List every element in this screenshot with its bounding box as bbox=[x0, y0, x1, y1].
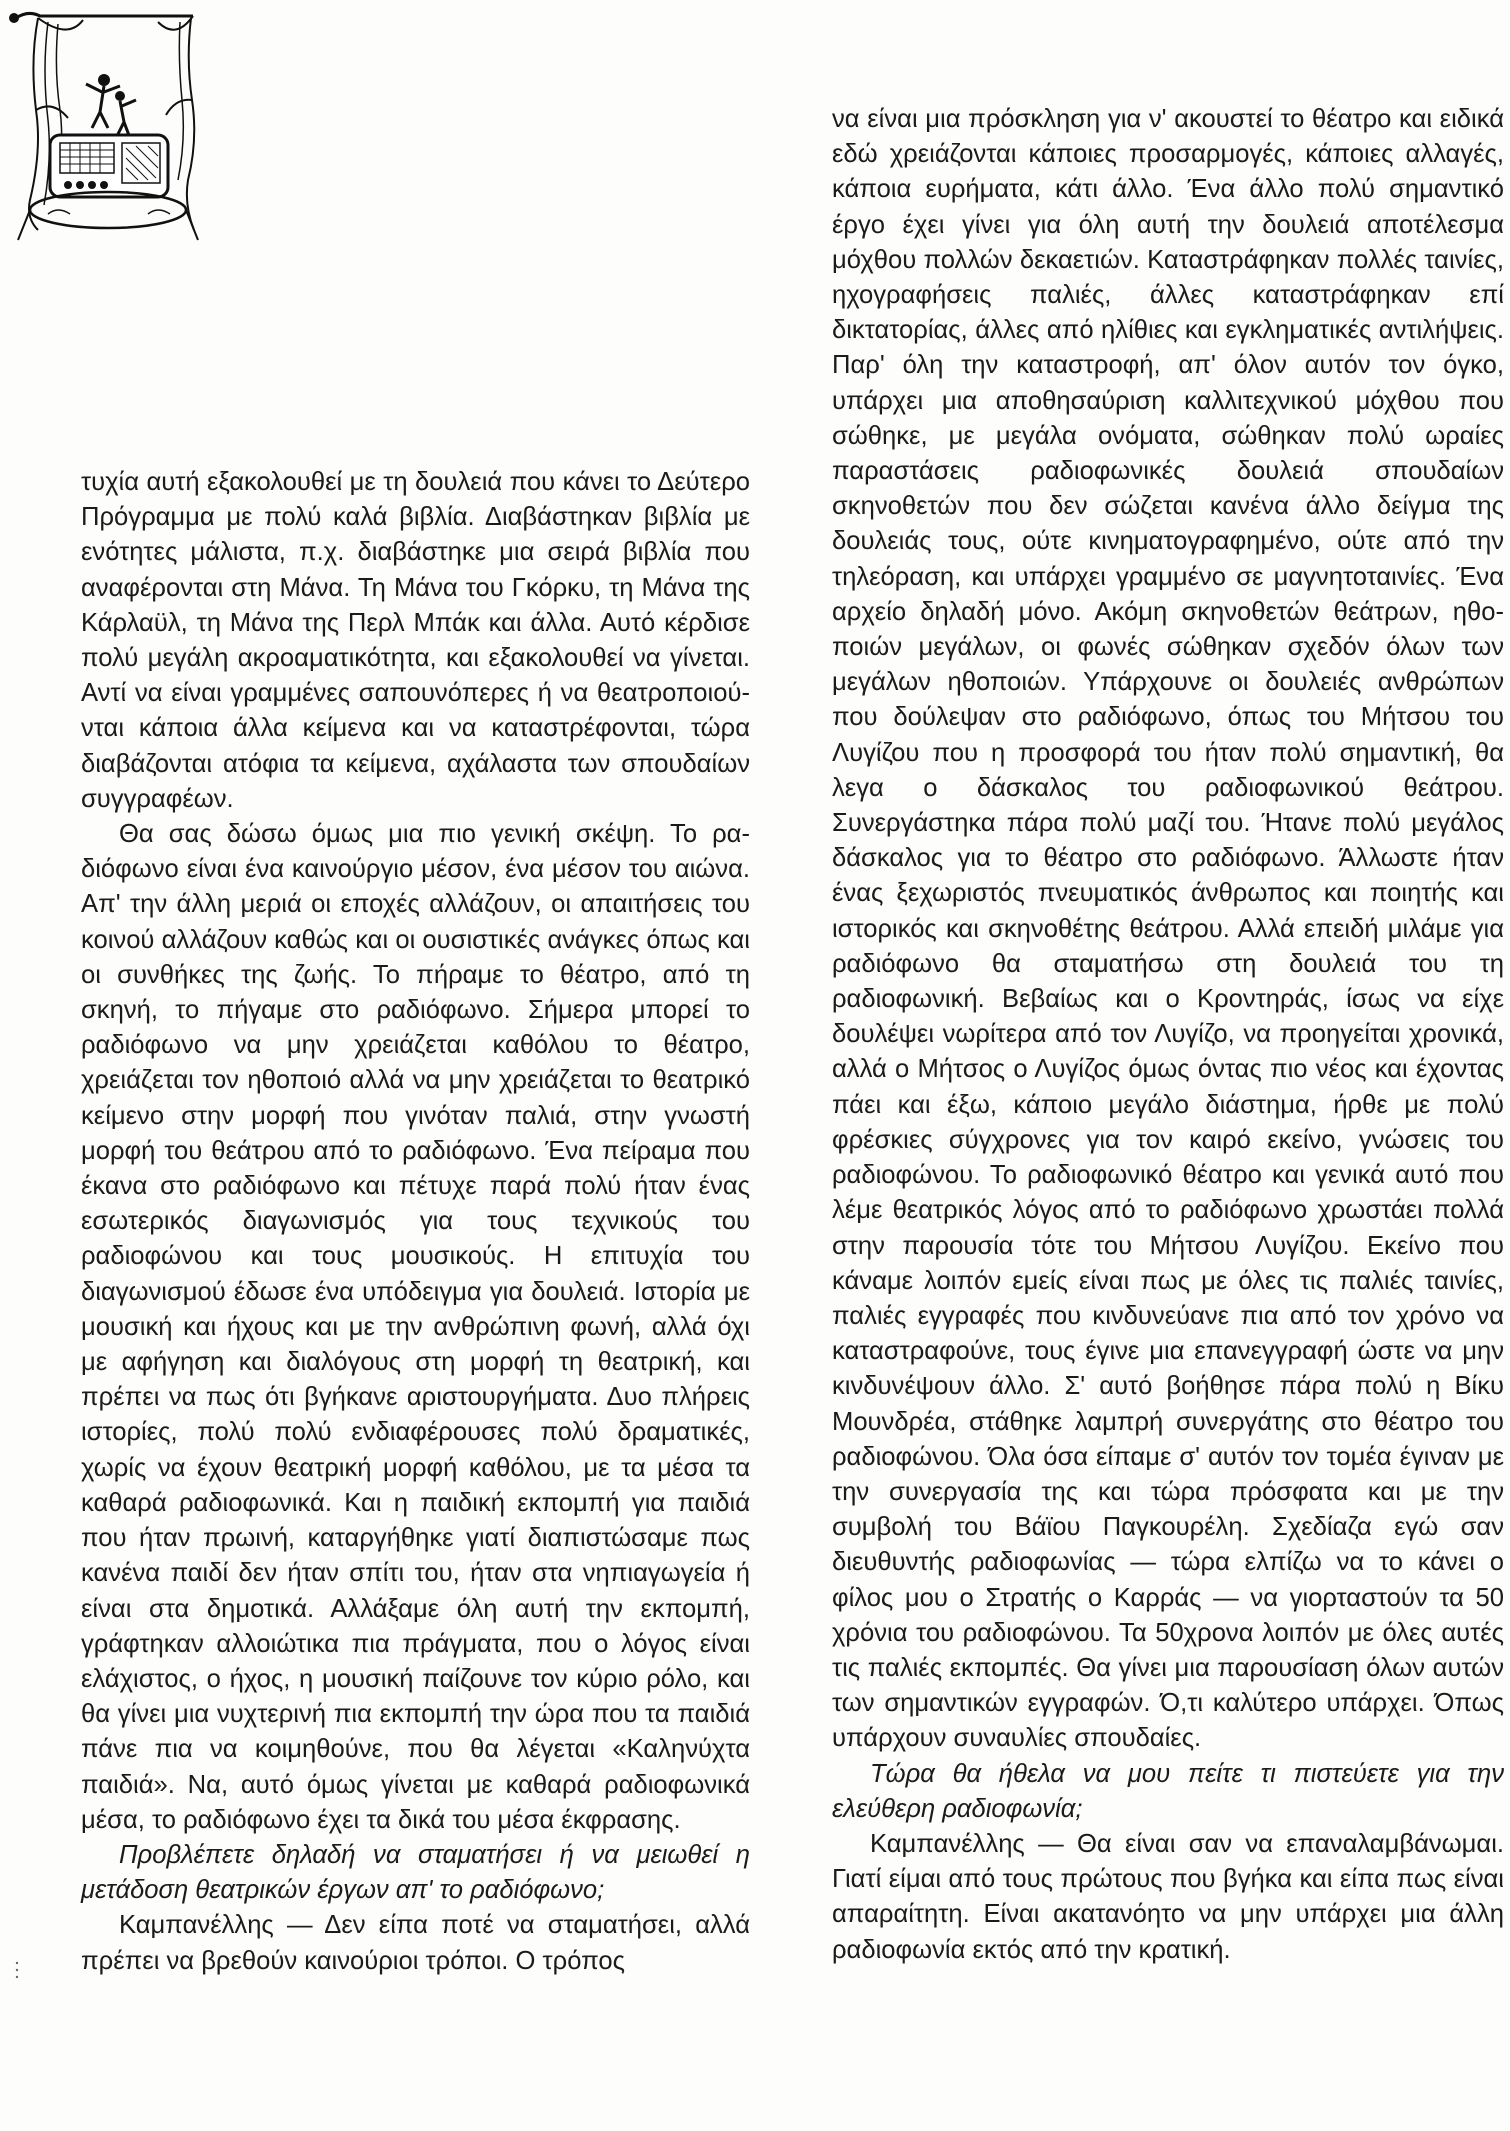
paragraph-continued: τυχία αυτή εξακολουθεί με τη δουλειά που κάνει το Δεύτερο Πρόγραμμα με πολύ καλά βιβλία. Διαβάστηκαν βιβλία με ενότητες μάλιστα, π.χ. διαβάστηκε μια σειρά βιβλία που αναφέρονται στη Μάνα. Τη Μάνα του Γκόρκυ, τη Μάνα της Κάρλαϋλ, τη Μάνα της Περλ Μπάκ και άλλα. Αυτό κέρδισε πολύ μεγάλη ακροαματικότητα, και εξακολουθεί να γίνεται. Αντί να είναι γραμμένες σαπουνόπερες ή να θεατροποιούνται κάποια άλλα κείμενα και να καταστρέφονται, τώρα διαβάζονται ατόφια τα κείμενα, αχάλαστα των σπουδαίων συγγραφέων. bbox=[81, 468, 750, 813]
right-column bbox=[832, 102, 1504, 1968]
radio-theatre-illustration bbox=[8, 0, 203, 245]
interview-question: Τώρα θα ήθελα να μου πείτε τι πιστεύετε για την ελεύθερη ραδιοφωνία; bbox=[832, 1759, 1504, 1823]
paragraph: Καμπανέλλης — Δεν είπα ποτέ να σταματήσει, αλλά πρέπει να βρεθούν καινούριοι τρόποι. Ο τρόπος bbox=[81, 1911, 750, 1975]
paragraph: Θα σας δώσω όμως μια πιο γενική σκέψη. Το ραδιόφωνο είναι ένα καινούργιο μέσον, ένα μέσον του αιώνα. Απ' την άλλη μεριά οι εποχές αλλάζουν, οι απαιτήσεις του κοινού αλλάζουν καθώς και οι ουσιστικές ανάγκες όπως και οι συνθήκες της ζωής. Το πήραμε το θέατρο, από τη σκηνή, το πήγαμε στο ραδιόφωνο. Σήμερα μπορεί το ραδιόφωνο να μην χρειάζεται καθόλου το θέατρο, χρειάζεται τον ηθοποιό αλλά να μην χρειάζεται το θεατρικό κείμενο στην μορφή που γινόταν παλιά, στην γνωστή μορφή του θεάτρου από το ραδιόφωνο. Ένα πείραμα που έκανα στο ραδιόφωνο και πέτυχε παρά πολύ ήταν ένας εσωτερικός διαγωνισμός για τους τεχνικούς του ραδιοφώνου και τους μουσικούς. Η επιτυχία του διαγωνισμού έδωσε ένα υπόδειγμα για δουλειά. Ιστορία με μουσική και ήχους και με την ανθρώπινη φωνή, αλλά όχι με αφήγηση και διαλόγους στη μορφή τη θεατρική, και πρέπει να πως ότι βγήκανε αριστουργήματα. Δυο πλήρεις ιστορίες, πολύ πολύ ενδιαφέρουσες πολύ δραματικές, χωρίς να έχουν θεατρική μορφή καθόλου, με τα μέσα τα καθαρά ραδιοφωνικά. Και η παιδική εκπομπή για παιδιά που ήταν πρωινή, καταργήθηκε γιατί διαπιστώσαμε πως κανένα παιδί δεν ήταν σπίτι του, ήταν στα νηπιαγωγεία ή είναι στα δημοτικά. Αλλάξαμε όλη αυτή την εκπομπή, γράφτηκαν αλλοιώτικα πια πράγματα, που ο λόγος είναι ελάχιστος, ο ήχος, η μουσική παίζουνε τον κύριο ρόλο, και θα γίνει μια νυχτερινή πια εκπομπή την ώρα που τα παιδιά πάνε πια να κοιμηθούνε, που θα λέγεται «Καληνύχτα παιδιά». Να, αυτό όμως γίνεται με καθαρά ραδιοφωνικά μέσα, το ραδιόφωνο έχει τα δικά του μέσα έκφρασης. bbox=[81, 820, 750, 1834]
paragraph-continued: να είναι μια πρόσκληση για ν' ακουστεί το θέατρο και ειδικά εδώ χρειάζονται κάποιες προσαρμογές, κάποιες αλλαγές, κάποια ευρήματα, κάτι άλλο. Ένα άλλο πολύ σημαντικό έργο έχει γίνει για όλη αυτή την δουλειά αποτέλεσμα μόχθου πολλών δεκαετιών. Καταστράφηκαν πολλές ταινίες, ηχογραφήσεις παλιές, άλλες καταστράφηκαν επί δικτατορίας, άλλες από ηλίθιες και εγκληματικές αντιλήψεις. Παρ' όλη την καταστροφή, απ' όλον αυτόν τον όγκο, υπάρχει μια αποθησαύριση καλλιτεχνικού μόχθου που σώθηκε, με μεγάλα ονόματα, σώθηκαν πολύ ωραίες παραστάσεις ραδιοφωνικές δουλειά σπουδαίων σκηνοθετών που δεν σώζεται κανένα άλλο δείγμα της δουλειάς τους, ούτε κινηματογραφημένο, ούτε από την τηλεόραση, και υπάρχει γραμμένο σε μαγνητοταινίες. Ένα αρχείο δηλαδή μόνο. Ακόμη σκηνοθετών θεάτρων, ηθοποιών μεγάλων, οι φωνές σώθηκαν σχεδόν όλων των μεγάλων ηθοποιών. Υπάρχουνε οι δουλειές ανθρώπων που δούλεψαν στο ραδιόφωνο, όπως του Μήτσου του Λυγίζου που η προσφορά του ήταν πολύ σημαντική, θα λεγα ο δάσκαλος του ραδιοφωνικού θεάτρου. Συνεργάστηκα πάρα πολύ μαζί του. Ήτανε πολύ μεγάλος δάσκαλος για το θέατρο στο ραδιόφωνο. Άλλωστε ήταν ένας ξεχωριστός πνευματικός άνθρωπος και ποιητής και ιστορικός και σκηνοθέτης θεάτρου. Αλλά επειδή μιλάμε για ραδιόφωνο θα σταματήσω στη δουλειά του τη ραδιοφωνική. Βεβαίως και ο Κροντηράς, ίσως να είχε δουλέψει νωρίτερα από τον Λυγίζο, να προηγείται χρονικά, αλλά ο Μήτσος ο Λυγίζος όμως όντας πιο νέος και έχοντας πάει και έξω, κάποιο μεγάλο διάστημα, ήρθε με πολύ φρέσκιες σύγχρονες για τον καιρό εκείνο, γνώσεις του ραδιοφώνου. Το ραδιοφωνικό θέατρο και γενικά αυτό που λέμε θεατρικός λόγος από το ραδιόφωνο χρωστάει πολλά στην παρουσία τότε του Μήτσου Λυγίζου. Εκείνο που κάναμε λοιπόν εμείς είναι πως με όλες τις παλιές ταινίες, παλιές εγγραφές που κινδυνεύανε πια από τον χρόνο να καταστραφούνε, τους έγινε μια επανεγγραφή ώστε να μην κινδυνέψουν άλλο. Σ' αυτό βοήθησε πάρα πολύ η Βίκυ Μουνδρέα, στάθηκε λαμπρή συνεργάτης στο θέατρο του ραδιοφώνου. Όλα όσα είπαμε σ' αυτόν τον τομέα έγιναν με την συνεργασία της και τώρα πρόσφατα και με την συμβολή του Βάϊου Παγκουρέλη. Σχεδίαζα εγώ σαν διευθυντής ραδιοφωνίας — τώρα ελπίζω να το κάνει ο φίλος μου ο Στρατής ο Καρράς — να γιορταστούν τα 50 χρόνια του ραδιοφώνου. Τα 50χρονα λοιπόν με όλες αυτές τις παλιές εκπομπές. Θα γίνει μια παρουσίαση όλων αυτών των σημαντικών εγγραφών. Ό,τι καλύτερο υπάρχει. Όπως υπάρχουν συναυλίες σπουδαίες. bbox=[832, 105, 1504, 1753]
interview-question: Προβλέπετε δηλαδή να σταματήσει ή να μειωθεί η μετάδοση θεατρικών έργων απ' το ραδιόφωνο; bbox=[81, 1840, 750, 1905]
margin-marks bbox=[15, 1960, 19, 1980]
paragraph: Καμπανέλλης — Θα είναι σαν να επαναλαμβάνωμαι. Γιατί είμαι από τους πρώτους που βγήκα και είπα πως είναι απαραίτητη. Είναι ακατανόητο να μην υπάρχει μια άλλη ραδιοφωνία εκτός από την κρατική. bbox=[832, 1829, 1504, 1964]
left-column bbox=[81, 465, 750, 1979]
